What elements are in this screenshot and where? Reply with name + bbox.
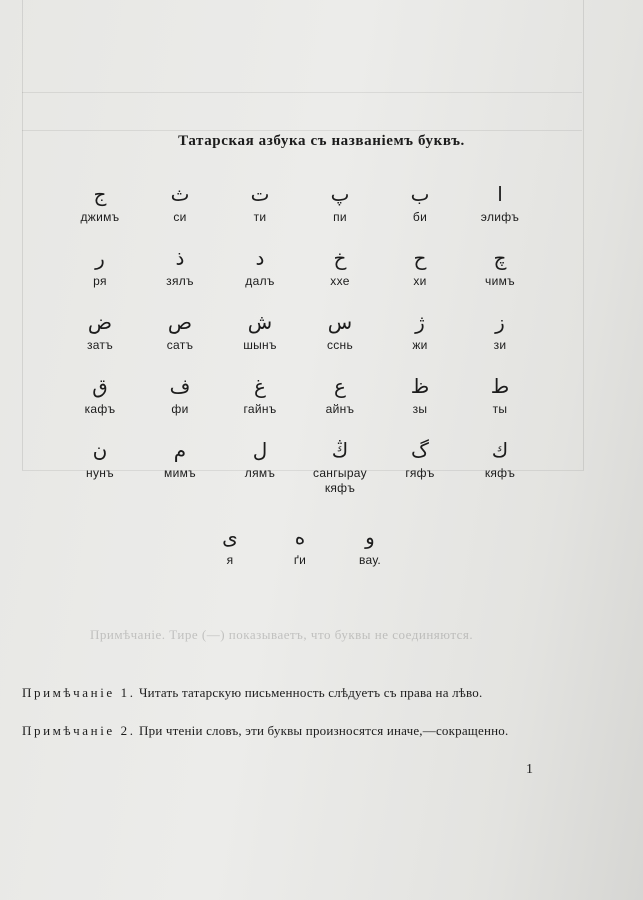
letter-name: ты — [492, 402, 508, 416]
letter-name: зы — [412, 402, 428, 416]
letter-cell — [460, 374, 540, 417]
letter-name: чимъ — [485, 274, 515, 288]
letter-cell — [220, 310, 300, 353]
alphabet-row — [60, 310, 540, 374]
letter-cell — [460, 310, 540, 353]
letter-name: ххе — [330, 274, 350, 288]
letter-glyph: ث — [170, 182, 190, 206]
letter-cell — [300, 438, 380, 496]
footnote-text: При чтеніи словъ, эти буквы произносятся иначе,—сокращенно. — [139, 723, 509, 738]
letter-glyph: ن — [92, 438, 108, 462]
letter-cell — [380, 246, 460, 289]
alphabet-grid — [60, 182, 540, 502]
letter-name: нунъ — [86, 466, 114, 480]
letter-name: си — [173, 210, 187, 224]
page-title: Татарская азбука съ названіемъ буквъ. — [178, 133, 465, 149]
letter-cell — [460, 182, 540, 225]
letter-glyph: ح — [413, 246, 427, 270]
letter-name: я — [226, 553, 234, 567]
letter-glyph: گ — [411, 438, 429, 462]
footnote-text: Читать татарскую письменность слѣдуетъ съ права на лѣво. — [139, 685, 483, 700]
letter-glyph: ش — [247, 310, 273, 334]
bleed-through-line — [22, 130, 582, 131]
footnote-1 — [22, 683, 612, 702]
letter-glyph: ه — [294, 525, 306, 549]
letter-glyph: چ — [493, 246, 507, 270]
letter-name: сатъ — [166, 338, 194, 352]
letter-name: вау. — [358, 553, 382, 567]
letter-glyph: ت — [250, 182, 270, 206]
letter-glyph: ص — [167, 310, 193, 334]
bleed-through-line — [22, 92, 582, 93]
letter-glyph: ط — [490, 374, 510, 398]
letter-glyph: و — [365, 525, 375, 549]
letter-glyph: ق — [92, 374, 108, 398]
alphabet-row — [60, 246, 540, 310]
letter-glyph: ژ — [415, 310, 425, 334]
letter-cell — [380, 438, 460, 481]
letter-cell — [140, 374, 220, 417]
letter-name: пи — [333, 210, 347, 224]
letter-cell — [300, 310, 380, 353]
letter-glyph: غ — [254, 374, 266, 398]
letter-cell — [220, 246, 300, 289]
letter-name: затъ — [86, 338, 114, 352]
letter-cell — [60, 182, 140, 225]
letter-name: ря — [93, 274, 107, 288]
letter-cell — [340, 525, 400, 568]
letter-name: шынъ — [243, 338, 277, 352]
letter-glyph: پ — [330, 182, 350, 206]
letter-cell — [300, 182, 380, 225]
letter-glyph: ض — [87, 310, 113, 334]
letter-cell — [60, 246, 140, 289]
letter-name: хи — [413, 274, 427, 288]
letter-cell — [60, 310, 140, 353]
letter-name: ґи — [293, 553, 307, 567]
letter-cell — [220, 182, 300, 225]
letter-name: кяфъ — [484, 466, 516, 480]
letter-cell — [60, 374, 140, 417]
letter-name: айнъ — [325, 402, 355, 416]
letter-name: мимъ — [164, 466, 196, 480]
letter-cell — [220, 438, 300, 481]
letter-name: би — [412, 210, 428, 224]
letter-name: фи — [171, 402, 189, 416]
letter-name: зялъ — [166, 274, 194, 288]
letter-glyph: ظ — [410, 374, 430, 398]
letter-glyph: ج — [93, 182, 107, 206]
footnote-label: Примѣчаніе 2. — [22, 723, 136, 738]
letter-name: зи — [493, 338, 507, 352]
letter-name: ти — [253, 210, 267, 224]
letter-name: джимъ — [80, 210, 120, 224]
letter-cell — [460, 438, 540, 481]
alphabet-row — [60, 374, 540, 438]
letter-cell — [140, 310, 220, 353]
letter-glyph: ك — [491, 438, 509, 462]
alphabet-row — [60, 182, 540, 246]
letter-cell — [380, 310, 460, 353]
letter-name: сснь — [326, 338, 354, 352]
letter-name: гяфъ — [405, 466, 435, 480]
letter-glyph: ى — [222, 525, 238, 549]
letter-glyph: ع — [334, 374, 346, 398]
page-number: 1 — [526, 762, 533, 777]
letter-cell — [140, 438, 220, 481]
letter-glyph: ف — [169, 374, 191, 398]
letter-glyph: ذ — [175, 246, 185, 270]
letter-glyph: س — [327, 310, 353, 334]
letter-glyph: خ — [333, 246, 347, 270]
letter-name: сангырау кяфъ — [313, 466, 367, 495]
letter-name: жи — [412, 338, 428, 352]
footnote-2 — [22, 721, 612, 740]
letter-cell — [300, 374, 380, 417]
letter-glyph: ر — [95, 246, 105, 270]
letter-name: далъ — [245, 274, 275, 288]
letter-glyph: د — [255, 246, 265, 270]
letter-cell — [300, 246, 380, 289]
letter-name: кафъ — [84, 402, 116, 416]
letter-cell — [140, 182, 220, 225]
letter-glyph: ل — [252, 438, 268, 462]
letter-cell — [270, 525, 330, 568]
letter-cell — [200, 525, 260, 568]
letter-glyph: ب — [410, 182, 430, 206]
letter-name: элифъ — [480, 210, 520, 224]
letter-cell — [380, 374, 460, 417]
letter-name: гайнъ — [243, 402, 277, 416]
footnote-label: Примѣчаніе 1. — [22, 685, 136, 700]
letter-glyph: ز — [495, 310, 505, 334]
letter-glyph: ڭ — [331, 438, 349, 462]
letter-glyph: م — [173, 438, 187, 462]
letter-cell — [220, 374, 300, 417]
letter-glyph: ا — [497, 182, 503, 206]
letter-cell — [380, 182, 460, 225]
letter-cell — [140, 246, 220, 289]
alphabet-last-row — [200, 525, 400, 575]
letter-name: лямъ — [244, 466, 276, 480]
bleed-through-text: Примѣчаніе. Тире (—) показываетъ, что буквы не соединяются. — [90, 627, 474, 642]
alphabet-row — [60, 438, 540, 502]
letter-cell — [460, 246, 540, 289]
letter-cell — [60, 438, 140, 481]
